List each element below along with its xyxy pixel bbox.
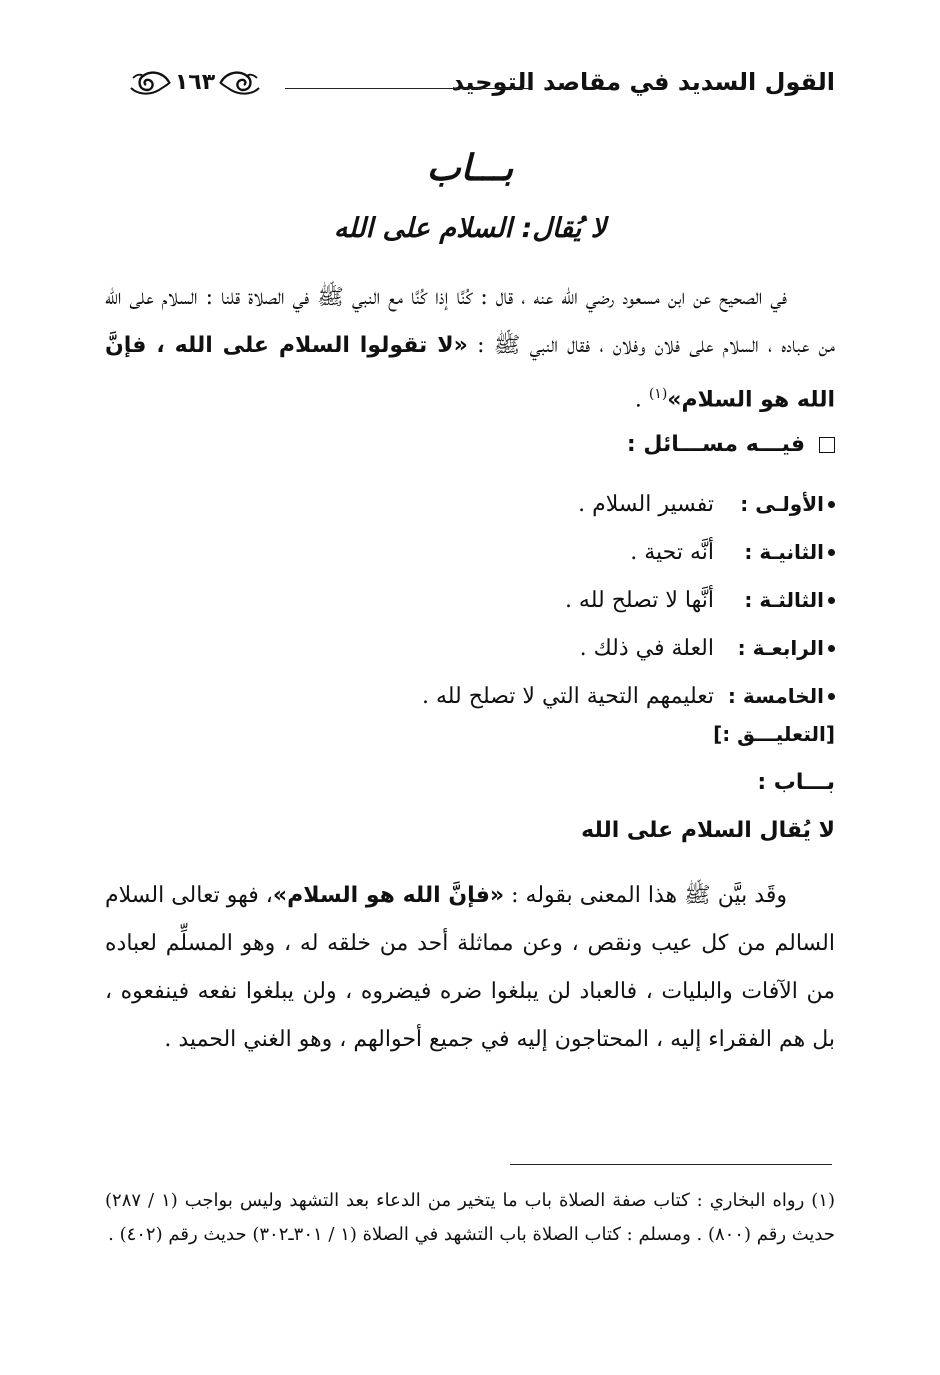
bullet-icon [828,645,835,652]
commentary-paragraph [105,872,835,1064]
hadith-end: . [634,387,649,413]
issue-text: تعليمهم التحية التي لا تصلح لله . [421,683,714,709]
list-item [105,480,835,528]
footnote: (١) رواه البخاري : كتاب صفة الصلاة باب ما يتخير من الدعاء بعد التشهد وليس بواجب (١ / ٢٨٧) حديث رقم (٨٠٠) . ومسلم : كتاب الصلاة باب التشهد في الصلاة (١ / ٣٠١ـ٣٠٢) حديث رقم (٤٠٢) . [105,1190,835,1245]
list-item [105,528,835,576]
issue-text: أنَّه تحية . [630,539,714,565]
issue-label: الخامسة : [727,684,824,708]
bullet-icon [828,597,835,604]
chapter-title: لا يُقال: السلام على الله [333,213,607,244]
section-title: لا يُقال السلام على الله [581,818,835,843]
book-title: القول السديد في مقاصد التوحيد [451,68,835,96]
issue-text: أنَّها لا تصلح لله . [564,587,714,613]
header-rule [285,88,530,89]
bullet-icon [828,501,835,508]
square-icon [819,437,835,453]
footnote-rule [510,1164,832,1165]
issues-list [105,480,835,720]
page-header [115,58,835,108]
issues-heading-label: فيـــه مســـائل : [626,432,805,457]
page-number-ornament [115,60,275,104]
footnote-reference: (١) [648,386,668,402]
left-ornament-icon [129,68,171,96]
list-item [105,576,835,624]
issue-label: الأولـى : [740,492,824,516]
hadith-quote: «لا تقولوا السلام على الله ، فإنَّ الله هو السلام» [105,333,835,413]
issue-label: الثالثـة : [744,588,824,612]
issue-label: الرابعـة : [737,636,824,660]
list-item [105,624,835,672]
list-item [105,672,835,720]
section-heading: بـــاب : [757,770,835,795]
issue-label: الثانيـة : [744,540,824,564]
hadith-text: في الصحيح عن ابن مسعود رضي الله عنه ، قال : كُنَّا إذا كُنَّا مع النبي ﷺ في الصلاة قلنا : السلام على الله من عباده ، السلام على فلان وفلان ، فقال النبي ﷺ : [105,285,835,358]
chapter-heading: بـــاب [426,148,514,189]
commentary-text-1: وقَد بيَّن ﷺ هذا المعنى بقوله : [504,883,787,908]
commentary-quote: «فإنَّ الله هو السلام» [272,883,505,908]
bullet-icon [828,693,835,700]
commentary-label: [التعليـــق :] [713,722,835,746]
hadith-paragraph [105,274,835,424]
issues-heading [627,432,835,457]
page-number: ١٦٣ [174,69,216,95]
issue-text: تفسير السلام . [578,491,714,517]
bullet-icon [828,549,835,556]
right-ornament-icon [219,68,261,96]
issue-text: العلة في ذلك . [579,635,714,661]
commentary-text-2: ، فهو تعالى السلام السالم من كل عيب ونقص ، وعن مماثلة أحد من خلقه له ، وهو المسلِّم لعباده من الآفات والبليات ، فالعباد لن يبلغوا ضره فيضروه ، ولن يبلغوا نفعه فينفعوه ، بل هم الفقراء إليه ، المحتاجون إليه في جميع أحوالهم ، وهو الغني الحميد . [105,883,835,1052]
